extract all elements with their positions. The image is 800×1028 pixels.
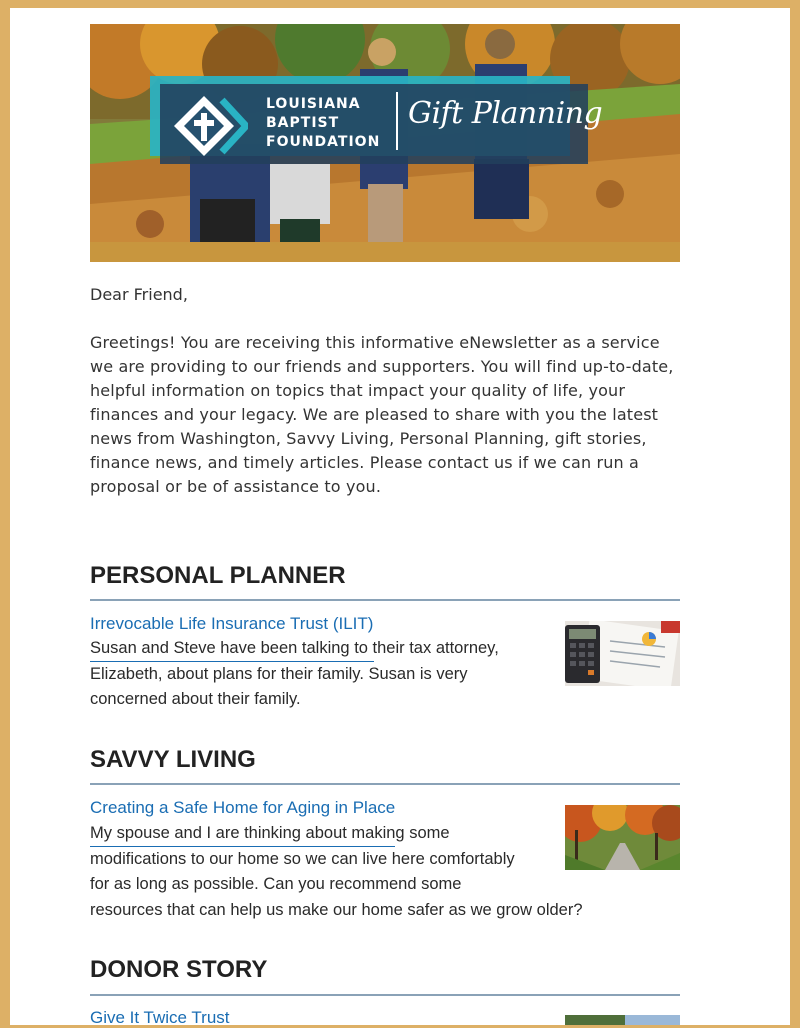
- article-line: resources that can help us make our home safer as we grow older?: [90, 900, 583, 919]
- cross-chevron-logo-icon: [172, 94, 248, 158]
- article-link-give-it-twice[interactable]: Give It Twice Trust: [90, 1008, 230, 1027]
- section-title-donor-story: DONOR STORY: [90, 956, 268, 983]
- logo-divider: [396, 92, 398, 150]
- logo-line-1: LOUISIANA: [266, 96, 361, 112]
- article-line: Susan and Steve have been talking to their tax attorney,: [90, 639, 499, 657]
- autumn-road-image[interactable]: [565, 805, 680, 870]
- article-line: Elizabeth, about plans for their family. Susan is very: [90, 664, 468, 683]
- intro-paragraph: Greetings! You are receiving this informative eNewsletter as a service we are providing to our friends and supporters. You will find up-to-date, helpful information on topics that impact your quality of life, your finances and your legacy. We are pleased to share with you the latest news from Washington, Savvy Living, Personal Planning, gift stories, finance news, and timely articles. Please contact us if we can run a proposal or be of assistance to you.: [90, 333, 674, 496]
- article-line: for as long as possible. Can you recommend some: [90, 875, 462, 893]
- article-line: My spouse and I are thinking about making some: [90, 824, 450, 842]
- section-divider: [90, 994, 680, 996]
- foundation-logo[interactable]: [150, 76, 603, 168]
- article-link-ilit[interactable]: Irrevocable Life Insurance Trust (ILIT): [90, 614, 374, 633]
- section-title-savvy-living: SAVVY LIVING: [90, 746, 256, 773]
- logo-tagline: Gift Planning: [408, 96, 603, 131]
- section-divider: [90, 783, 680, 785]
- header-banner: [90, 24, 680, 262]
- greeting: Dear Friend,: [90, 285, 188, 304]
- logo-line-2: BAPTIST: [266, 115, 340, 131]
- article-line: modifications to our home so we can live here comfortably: [90, 849, 515, 868]
- article-link-safe-home[interactable]: Creating a Safe Home for Aging in Place: [90, 798, 396, 817]
- logo-wordmark: [266, 95, 380, 152]
- calculator-documents-image[interactable]: [565, 621, 680, 686]
- article-summary: [90, 821, 610, 923]
- house-image[interactable]: [565, 1015, 680, 1025]
- logo-line-3: FOUNDATION: [266, 134, 381, 150]
- section-divider: [90, 599, 680, 601]
- section-title-personal-planner: PERSONAL PLANNER: [90, 562, 346, 589]
- article-summary: [90, 636, 550, 713]
- article-line: concerned about their family.: [90, 690, 301, 708]
